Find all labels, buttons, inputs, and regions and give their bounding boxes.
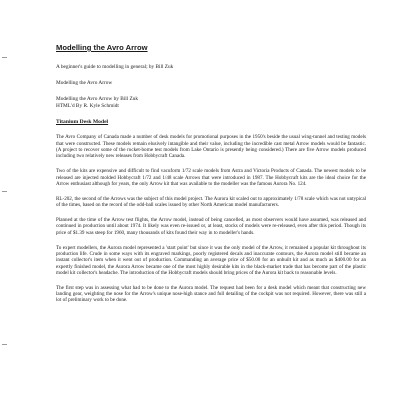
section-heading: Titanium Desk Model bbox=[56, 119, 109, 126]
document-content bbox=[56, 43, 366, 312]
page-title: Modelling the Avro Arrow bbox=[56, 43, 148, 52]
paragraph-3: RL-202, the second of the Arrows was the subject of this model project. The Aurora kit scaled out to approximately 1/78 scale which was not untypical of the times, based on the record of the odd-ball scales issued by other North American model manufacturers. bbox=[56, 195, 366, 209]
paragraph-1: The Avro Company of Canada made a number of desk models for promotional purposes in the 1950's beside the usual wing-tunnel and testing models that were constructed. These models remain elusively intangible and their value, including the incredible cast metal Arrow models would be fantastic. (A project to recover some of the rocket-borne test models from Lake Ontario is presently being considered.) There are five Arrow models produced including two relatively new releases from Hobbycraft Canada. bbox=[56, 134, 366, 160]
paragraph-2: Two of the kits are expensive and difficult to find vacuform 1/72 scale models from Astra and Victoria Products of Canada. The newest models to be released are injected molded Hobbycraft 1/72 and 1/48 scale Arrows that were introduced in 1987. The Hobbycraft kits are the ideal choice for the Arrow enthusiast although for years, the only Arrow kit that was available to the modeller was the famous Aurora No. 124. bbox=[56, 168, 366, 187]
punch-hole-mark bbox=[2, 57, 7, 58]
punch-hole-mark bbox=[2, 191, 7, 192]
punch-hole-mark bbox=[2, 344, 7, 345]
intro-line-html-credit: HTML'd By R. Kyle Schmidt bbox=[56, 102, 119, 109]
intro-line-guide: A beginner's guide to modelling in general; by Bill Zuk bbox=[56, 64, 174, 70]
paragraph-6: The first step was in assessing what had to be done to the Aurora model. The request had been for a desk model which meant that constructing new landing gear, weighting the nose for the Arrow's unique nose-high stance and full detailing of the cockpit was not required. However, there was still a lot of preliminary work to be done. bbox=[56, 284, 366, 304]
paragraph-5: To expert modellers, the Aurora model represented a 'start point' but since it was the only model of the Arrow, it remained a popular kit throughout its production life. Crude in some ways with its engraved markings, poorly registered decals and inaccurate contours, the Aurora model still became an instant collector's item when it went out of production. Commanding an average price of $50.00 for an unbuilt kit and as much as $400.00 for an expertly finished model, the Aurora Arrow became one of the most highly desirable kits in the black-market trade that has become part of the plastic model kit collector's headache. The introduction of the Hobbycraft models should bring prices of the Aurora kit back to reasonable levels. bbox=[56, 244, 366, 276]
intro-line-author: Modelling the Avro Arrow by Bill Zuk bbox=[56, 96, 138, 103]
paragraph-4: Planned at the time of the Arrow test flights, the Arrow model, instead of being cancelled, as most observers would have assumed, was released and continued in production until about 1974. It likely was even re-issued or, at least, stocks of models were re-released, even after this period. Though its price of $1.39 was steep for 1960, many thousands of kits found their way in to modeller's hands. bbox=[56, 216, 366, 236]
intro-line-subtitle: Modelling the Avro Arrow bbox=[56, 79, 113, 86]
